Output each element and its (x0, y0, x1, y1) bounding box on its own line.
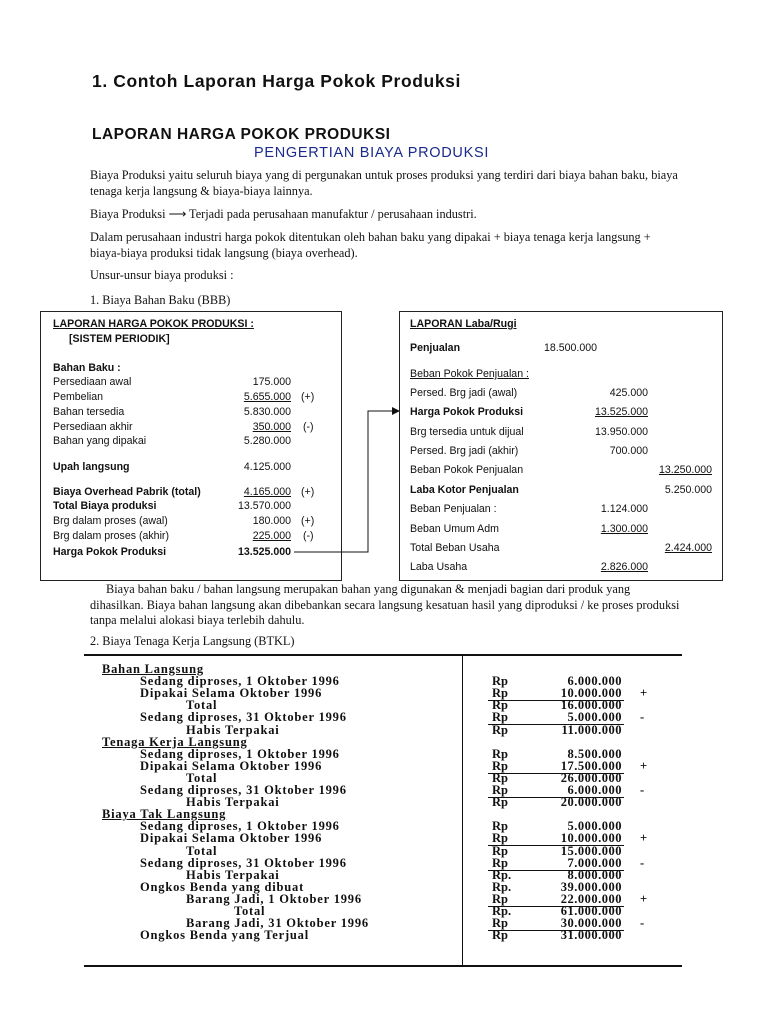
currency-label: Rp (492, 770, 508, 785)
table-row-label: Habis Terpakai (186, 795, 280, 810)
currency-label: Rp (492, 831, 508, 846)
table-row-amount: 30.000.000 (560, 916, 622, 931)
paragraph-elements: Unsur-unsur biaya produksi : (90, 268, 234, 282)
currency-label: Rp (492, 928, 508, 943)
table-row-amount: 26.000.000 (560, 770, 622, 785)
persed-awal-label: Persed. Brg jadi (awal) (410, 387, 518, 399)
brg-akhir-value: 225.000 (252, 530, 291, 542)
currency-label: Rp (492, 722, 508, 737)
table-row-amount: 5.000.000 (567, 710, 622, 725)
total-biaya-label: Total Biaya produksi (53, 500, 157, 512)
upah-label: Upah langsung (53, 461, 130, 473)
currency-label: Rp (492, 710, 508, 725)
table-row-label: Barang Jadi, 1 Oktober 1996 (186, 891, 362, 906)
persediaan-awal-value: 175.000 (252, 376, 291, 388)
table-row-amount: 17.500.000 (560, 758, 622, 773)
brg-awal-label: Brg dalam proses (awal) (53, 515, 168, 527)
section-title: LAPORAN HARGA POKOK PRODUKSI (92, 126, 391, 143)
currency-label: Rp (492, 855, 508, 870)
pembelian-value: 5.655.000 (243, 391, 291, 403)
table-row-label: Total (234, 904, 266, 918)
currency-label: Rp. (492, 879, 512, 894)
operator-sign: + (640, 758, 648, 773)
table-row-amount: 8.000.000 (567, 867, 622, 882)
persed-awal-value: 425.000 (609, 387, 648, 399)
operator-sign: - (640, 710, 645, 725)
table-row-label: Dipakai Selama Oktober 1996 (140, 686, 323, 701)
bahan-tersedia-value: 5.830.000 (243, 406, 291, 418)
beban-penjualan-value: 1.124.000 (600, 503, 648, 515)
brg-tersedia-label: Brg tersedia untuk dijual (410, 426, 524, 438)
laba-rugi-title-text: LAPORAN Laba/Rugi (410, 318, 517, 330)
beban-umum-value: 1.300.000 (600, 523, 648, 535)
minus-sign: (-) (303, 530, 314, 542)
table-row-amount: 5.000.000 (567, 819, 622, 834)
minus-sign: (-) (303, 421, 314, 433)
table-row-label: Sedang diproses, 1 Oktober 1996 (140, 674, 340, 689)
persediaan-akhir-label: Persediaan akhir (53, 421, 133, 433)
table-row-label: Total (186, 843, 218, 858)
arrow-connector (290, 400, 402, 560)
laba-usaha-value: 2.826.000 (600, 561, 648, 573)
persed-akhir-value: 700.000 (609, 445, 648, 457)
paragraph-production-cost: Biaya Produksi ⟶ Terjadi pada perusahaan manufaktur / perusahaan industri. (90, 207, 477, 221)
bahan-dipakai-value: 5.280.000 (243, 435, 291, 447)
beban-penjualan-label: Beban Penjualan : (410, 503, 497, 515)
currency-label: Rp (492, 819, 508, 834)
currency-label: Rp (492, 783, 508, 797)
table-row-amount: 7.000.000 (567, 855, 622, 870)
plus-sign: (+) (301, 486, 315, 498)
operator-sign: - (640, 855, 645, 870)
table-row-label: Dipakai Selama Oktober 1996 (140, 758, 323, 773)
table-row-amount: 10.000.000 (560, 831, 622, 846)
table-row-label: Sedang diproses, 31 Oktober 1996 (140, 783, 347, 797)
table-row-amount: 10.000.000 (560, 686, 622, 701)
overhead-value: 4.165.000 (243, 486, 291, 498)
table-row-amount: 8.500.000 (567, 746, 622, 761)
persed-akhir-label: Persed. Brg jadi (akhir) (410, 445, 519, 457)
operator-sign: - (640, 783, 645, 797)
table-row-label: Sedang diproses, 31 Oktober 1996 (140, 710, 347, 725)
brg-tersedia-value: 13.950.000 (594, 426, 648, 438)
table-row-amount: 61.000.000 (560, 904, 622, 918)
laba-kotor-label: Laba Kotor Penjualan (410, 484, 519, 496)
table-row-label: Total (186, 770, 218, 785)
currency-label: Rp. (492, 867, 512, 882)
upah-value: 4.125.000 (243, 461, 291, 473)
currency-label: Rp (492, 758, 508, 773)
table-row-label: Total (186, 698, 218, 713)
table-row-amount: 11.000.000 (561, 722, 622, 737)
btkl-table (84, 654, 682, 967)
currency-label: Rp (492, 916, 508, 931)
table-row-amount: 31.000.000 (560, 928, 622, 943)
penjualan-label: Penjualan (410, 342, 461, 354)
paragraph-btkl: 2. Biaya Tenaga Kerja Langsung (BTKL) (90, 634, 295, 648)
table-row-label: Habis Terpakai (186, 867, 280, 882)
laba-kotor-value: 5.250.000 (664, 484, 712, 496)
table-row-label: Sedang diproses, 31 Oktober 1996 (140, 855, 347, 870)
pembelian-label: Pembelian (53, 391, 104, 403)
operator-sign: + (640, 686, 648, 701)
hpp-value: 13.525.000 (594, 406, 648, 418)
plus-sign: (+) (301, 391, 315, 403)
hpp-label: Harga Pokok Produksi (410, 406, 524, 418)
table-row-amount: 6.000.000 (567, 783, 622, 797)
currency-label: Rp (492, 843, 508, 858)
table-row-label: Ongkos Benda yang Terjual (140, 928, 310, 943)
page-heading: 1. Contoh Laporan Harga Pokok Produksi (92, 71, 461, 91)
table-row-label: Dipakai Selama Oktober 1996 (140, 831, 323, 846)
paragraph-industry: Dalam perusahaan industri harga pokok ditentukan oleh bahan baku yang dipakai + biaya tenaga kerja langsung + biaya-biaya produksi tidak langsung (biaya overhead). (90, 230, 651, 260)
section-subtitle: PENGERTIAN BIAYA PRODUKSI (254, 145, 490, 161)
table-row-amount: 39.000.000 (560, 879, 622, 894)
bahan-dipakai-label: Bahan yang dipakai (53, 435, 147, 447)
penjualan-value: 18.500.000 (544, 342, 598, 354)
table-section-header: Tenaga Kerja Langsung (102, 734, 248, 749)
paragraph-definition: Biaya Produksi yaitu seluruh biaya yang di pergunakan untuk proses produksi yang terdiri dari biaya bahan baku, biaya tenaga kerja langsung & biaya-biaya lainnya. (90, 168, 678, 198)
hpp-report-system: [SISTEM PERIODIK] (69, 333, 170, 345)
currency-label: Rp (492, 891, 508, 906)
table-row-amount: 22.000.000 (560, 891, 622, 906)
table-row-label: Sedang diproses, 1 Oktober 1996 (140, 746, 340, 761)
table-row-amount: 16.000.000 (560, 698, 622, 713)
hpp-report-title: LAPORAN HARGA POKOK PRODUKSI : (53, 318, 254, 330)
bpp-label: Beban Pokok Penjualan (410, 464, 524, 476)
overhead-label: Biaya Overhead Pabrik (total) (53, 486, 201, 498)
total-beban-label: Total Beban Usaha (410, 542, 500, 554)
table-row-amount: 15.000.000 (560, 843, 622, 858)
currency-label: Rp (492, 674, 508, 689)
table-row-amount: 20.000.000 (560, 795, 622, 810)
hpp-label: Harga Pokok Produksi (53, 546, 167, 558)
bahan-baku-label: Bahan Baku : (53, 362, 121, 374)
currency-label: Rp (492, 795, 508, 810)
table-section-header: Bahan Langsung (102, 662, 204, 676)
brg-akhir-label: Brg dalam proses (akhir) (53, 530, 169, 542)
paragraph-bbb: 1. Biaya Bahan Baku (BBB) (90, 293, 231, 307)
total-biaya-value: 13.570.000 (237, 500, 291, 512)
table-row-label: Habis Terpakai (186, 722, 280, 737)
currency-label: Rp. (492, 904, 512, 918)
beban-pokok-label: Beban Pokok Penjualan : (410, 368, 529, 380)
paragraph-bbb-definition: Biaya bahan baku / bahan langsung merupakan bahan yang digunakan & menjadi bagian dari produk yang dihasilkan. Biaya bahan langsung akan dibebankan secara langsung kesatuan hasil yang diproduksi / ke proses produksi tanpa melalui alokasi biaya terlebih dahulu. (90, 582, 680, 627)
table-row-label: Ongkos Benda yang dibuat (140, 879, 305, 894)
table-section-header: Biaya Tak Langsung (102, 807, 227, 822)
currency-label: Rp (492, 698, 508, 713)
bahan-tersedia-label: Bahan tersedia (53, 406, 125, 418)
hpp-value: 13.525.000 (237, 546, 291, 558)
operator-sign: + (640, 831, 648, 846)
bpp-value: 13.250.000 (658, 464, 712, 476)
table-row-amount: 6.000.000 (567, 674, 622, 689)
total-beban-value: 2.424.000 (664, 542, 712, 554)
brg-awal-value: 180.000 (252, 515, 291, 527)
beban-umum-label: Beban Umum Adm (410, 523, 499, 535)
persediaan-akhir-value: 350.000 (252, 421, 291, 433)
plus-sign: (+) (301, 515, 315, 527)
column-divider (462, 656, 463, 965)
currency-label: Rp (492, 686, 508, 701)
laba-usaha-label: Laba Usaha (410, 561, 468, 573)
laba-rugi-box (399, 311, 723, 581)
currency-label: Rp (492, 746, 508, 761)
operator-sign: + (640, 891, 648, 906)
persediaan-awal-label: Persediaan awal (53, 376, 132, 388)
operator-sign: - (640, 916, 645, 931)
table-row-label: Barang Jadi, 31 Oktober 1996 (186, 916, 369, 931)
laba-rugi-title (410, 318, 517, 330)
table-row-label: Sedang diproses, 1 Oktober 1996 (140, 819, 340, 834)
